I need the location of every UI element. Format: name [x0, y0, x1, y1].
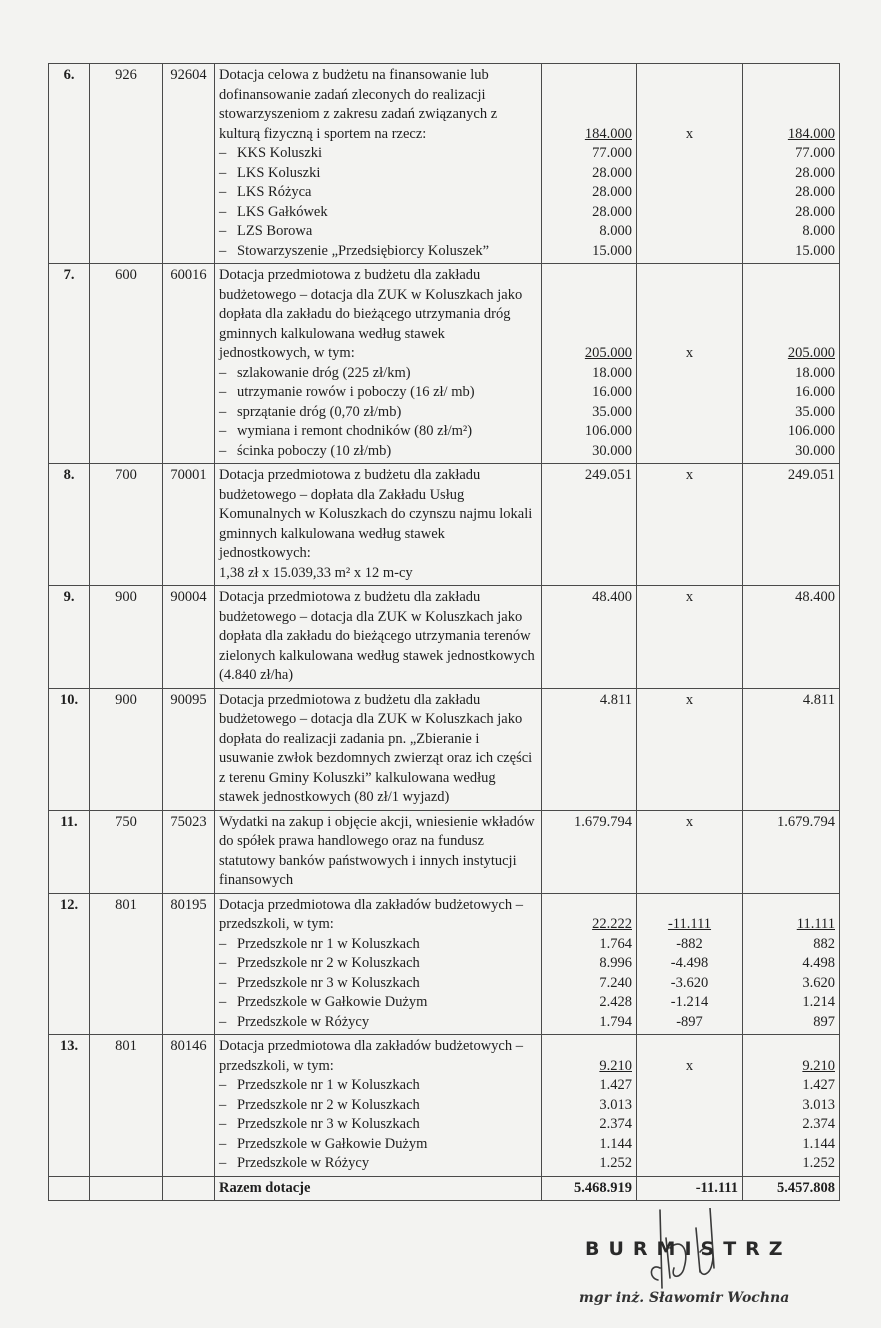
table-row — [49, 688, 840, 810]
chapter-code: 92604 — [163, 64, 215, 264]
description-cell — [215, 1035, 542, 1177]
sub-item-dash: – — [219, 203, 227, 220]
sub-item — [219, 1013, 537, 1033]
description-text: Wydatki na zakup i objęcie akcji, wniesienie wkładów do spółek prawa handlowego oraz na fundusz statutowy banków państwowych i innych instytucji finansowych — [219, 813, 535, 888]
sub-item — [219, 1115, 537, 1135]
sub-item-dash: – — [219, 184, 227, 200]
sub-item-plan: 28.000 — [592, 164, 632, 181]
after-amount-cell — [743, 64, 840, 264]
after-amount: 48.400 — [795, 589, 835, 605]
sub-item-dash: – — [219, 164, 227, 181]
change-amount-cell — [637, 1035, 743, 1177]
plan-amount-cell — [542, 264, 637, 464]
description-cell — [215, 893, 542, 1035]
sub-item — [219, 164, 537, 184]
plan-amount: 48.400 — [592, 589, 632, 605]
change-amount: x — [685, 467, 694, 483]
after-amount: 4.811 — [802, 691, 835, 708]
sub-item-change: -3.620 — [670, 974, 709, 991]
sub-item-dash: – — [219, 994, 227, 1010]
sub-item-after: 28.000 — [795, 203, 835, 220]
row-number: 9. — [49, 586, 90, 689]
sub-item-after: 4.498 — [802, 955, 835, 971]
sub-item-plan: 1.764 — [599, 935, 632, 952]
description-text: Dotacja przedmiotowa z budżetu dla zakładu budżetowego – dotacja dla ZUK w Koluszkach jako dopłata dla zakładu do bieżącego utrzymania terenów zielonych kalkulowana według stawek jednostkowych (4.840 zł/ha) — [219, 589, 535, 683]
sub-item-dash: – — [219, 1135, 227, 1152]
sub-item-after: 77.000 — [795, 145, 835, 161]
sub-item-label: LKS Koluszki — [237, 164, 321, 181]
total-empty-2 — [90, 1176, 163, 1201]
sub-item-plan: 16.000 — [592, 384, 632, 400]
chapter-code: 80146 — [163, 1035, 215, 1177]
sub-item — [219, 242, 537, 262]
chapter-code: 70001 — [163, 464, 215, 586]
change-amount-cell — [637, 810, 743, 893]
after-amount-cell — [743, 264, 840, 464]
sub-item-dash: – — [219, 974, 227, 991]
sub-item — [219, 1135, 537, 1155]
description-cell — [215, 64, 542, 264]
sub-item — [219, 974, 537, 994]
sub-item-after: 3.620 — [802, 974, 835, 991]
mayor-name: mgr inż. Sławomir Wochna — [579, 1290, 790, 1306]
sub-item-dash: – — [219, 955, 227, 971]
change-amount: x — [685, 1057, 694, 1074]
sub-item-plan: 8.996 — [599, 955, 632, 971]
description-cell — [215, 464, 542, 586]
table-row — [49, 1035, 840, 1177]
description-formula: 1,38 zł x 15.039,33 m² x 12 m-cy — [219, 564, 413, 581]
sub-item-label: LKS Różyca — [237, 184, 312, 200]
total-empty-1 — [49, 1176, 90, 1201]
sub-item-label: Stowarzyszenie „Przedsiębiorcy Koluszek” — [237, 242, 490, 259]
sub-item — [219, 183, 537, 203]
sub-item-label: Przedszkole w Różycy — [237, 1013, 370, 1030]
table-row — [49, 464, 840, 586]
sub-item — [219, 222, 537, 242]
row-number: 7. — [49, 264, 90, 464]
after-amount-cell — [743, 586, 840, 689]
sub-item-label: Przedszkole w Gałkowie Dużym — [237, 1135, 428, 1152]
sub-item-plan: 1.427 — [599, 1077, 632, 1093]
sub-item-label: wymiana i remont chodników (80 zł/m²) — [237, 423, 473, 439]
section-code: 801 — [90, 1035, 163, 1177]
after-amount: 249.051 — [787, 467, 835, 483]
sub-item-label: Przedszkole w Różycy — [237, 1155, 370, 1171]
total-empty-3 — [163, 1176, 215, 1201]
description-text: Dotacja celowa z budżetu na finansowanie lub dofinansowanie zadań zleconych do realizacji stowarzyszeniom z zakresu zadań związanych z kulturą fizyczną i sportem na rzecz: — [219, 67, 498, 142]
plan-amount: 205.000 — [584, 345, 632, 361]
table-row — [49, 810, 840, 893]
total-plan: 5.468.919 — [542, 1176, 637, 1201]
sub-item-after: 882 — [813, 935, 835, 952]
sub-item-label: Przedszkole nr 3 w Koluszkach — [237, 974, 420, 991]
sub-item-dash: – — [219, 935, 227, 952]
sub-item — [219, 954, 537, 974]
sub-item-dash: – — [219, 364, 227, 381]
chapter-code: 90095 — [163, 688, 215, 810]
sub-item — [219, 364, 537, 384]
section-code: 600 — [90, 264, 163, 464]
description-text: Dotacja przedmiotowa dla zakładów budżetowych – przedszkoli, w tym: — [219, 1038, 523, 1074]
sub-item-label: utrzymanie rowów i poboczy (16 zł/ mb) — [237, 384, 475, 400]
sub-item — [219, 442, 537, 462]
after-amount-cell — [743, 810, 840, 893]
sub-item-after: 35.000 — [795, 403, 835, 420]
change-amount-cell — [637, 893, 743, 1035]
sub-item-plan: 1.794 — [599, 1013, 632, 1030]
sub-item-dash: – — [219, 442, 227, 459]
sub-item-dash: – — [219, 1116, 227, 1132]
change-amount: x — [685, 813, 694, 830]
row-number: 12. — [49, 893, 90, 1035]
sub-item-dash: – — [219, 1077, 227, 1093]
chapter-code: 75023 — [163, 810, 215, 893]
sub-item-after: 3.013 — [802, 1096, 835, 1113]
description-text: Dotacja przedmiotowa z budżetu dla zakładu budżetowego – dopłata dla Zakładu Usług Komunalnych w Koluszkach do czynszu najmu lokali gminnych kalkulowana według stawek jednostkowych: — [219, 467, 533, 561]
row-number: 6. — [49, 64, 90, 264]
plan-amount-cell — [542, 810, 637, 893]
section-code: 900 — [90, 688, 163, 810]
sub-item — [219, 203, 537, 223]
description-cell — [215, 586, 542, 689]
sub-item-plan: 35.000 — [592, 403, 632, 420]
chapter-code: 90004 — [163, 586, 215, 689]
table-body — [49, 64, 840, 1201]
sub-item-label: ścinka poboczy (10 zł/mb) — [237, 442, 392, 459]
sub-item-plan: 106.000 — [584, 423, 632, 439]
sub-item-plan: 28.000 — [592, 184, 632, 200]
plan-amount: 4.811 — [599, 691, 632, 708]
plan-amount-cell — [542, 893, 637, 1035]
change-amount: x — [685, 345, 694, 361]
change-amount-cell — [637, 586, 743, 689]
after-amount-cell — [743, 464, 840, 586]
chapter-code: 80195 — [163, 893, 215, 1035]
sub-item — [219, 935, 537, 955]
sub-item-dash: – — [219, 403, 227, 420]
sub-item-label: Przedszkole nr 1 w Koluszkach — [237, 1077, 420, 1093]
plan-amount-cell — [542, 464, 637, 586]
sub-item-after: 30.000 — [795, 442, 835, 459]
plan-amount-cell — [542, 586, 637, 689]
sub-item-plan: 2.428 — [599, 994, 632, 1010]
sub-item-dash: – — [219, 145, 227, 161]
sub-item-dash: – — [219, 384, 227, 400]
section-code: 700 — [90, 464, 163, 586]
section-code: 926 — [90, 64, 163, 264]
sub-item-label: Przedszkole nr 1 w Koluszkach — [237, 935, 420, 952]
change-amount: x — [685, 125, 694, 142]
description-cell — [215, 688, 542, 810]
sub-item — [219, 383, 537, 403]
sub-item — [219, 1096, 537, 1116]
sub-item-plan: 3.013 — [599, 1096, 632, 1113]
section-code: 801 — [90, 893, 163, 1035]
plan-amount: 9.210 — [599, 1057, 632, 1074]
sub-item-after: 2.374 — [802, 1116, 835, 1132]
after-amount: 184.000 — [787, 125, 835, 142]
description-text: Dotacja przedmiotowa dla zakładów budżetowych – przedszkoli, w tym: — [219, 896, 523, 932]
sub-item-dash: – — [219, 423, 227, 439]
sub-item-plan: 28.000 — [592, 203, 632, 220]
table-row — [49, 264, 840, 464]
sub-item-label: sprzątanie dróg (0,70 zł/mb) — [237, 403, 402, 420]
plan-amount: 1.679.794 — [574, 813, 632, 830]
sub-item-dash: – — [219, 242, 227, 259]
total-after: 5.457.808 — [743, 1176, 840, 1201]
after-amount: 1.679.794 — [777, 813, 835, 830]
sub-item-after: 1.252 — [802, 1155, 835, 1171]
change-amount: x — [685, 589, 694, 605]
row-number: 10. — [49, 688, 90, 810]
sub-item-dash: – — [219, 1155, 227, 1171]
plan-amount-cell — [542, 64, 637, 264]
sub-item — [219, 422, 537, 442]
sub-item-plan: 18.000 — [592, 364, 632, 381]
sub-item-dash: – — [219, 223, 227, 239]
sub-item-label: Przedszkole w Gałkowie Dużym — [237, 994, 428, 1010]
description-text: Dotacja przedmiotowa z budżetu dla zakładu budżetowego – dotacja dla ZUK w Koluszkach jako dopłata dla zakładu do bieżącego utrzymania dróg gminnych kalkulowana według stawek jednostkowych, w tym: — [219, 267, 523, 361]
row-number: 11. — [49, 810, 90, 893]
sub-item-plan: 30.000 — [592, 442, 632, 459]
sub-item-change: -4.498 — [670, 955, 709, 971]
sub-item-after: 1.214 — [802, 994, 835, 1010]
plan-amount-cell — [542, 688, 637, 810]
sub-item-plan: 1.144 — [599, 1135, 632, 1152]
mayor-title: BURMISTRZ — [585, 1238, 792, 1260]
subsidy-table — [48, 63, 840, 1201]
chapter-code: 60016 — [163, 264, 215, 464]
sub-item-label: Przedszkole nr 3 w Koluszkach — [237, 1116, 420, 1132]
sub-item-after: 18.000 — [795, 364, 835, 381]
sub-item-plan: 15.000 — [592, 242, 632, 259]
section-code: 750 — [90, 810, 163, 893]
plan-amount-cell — [542, 1035, 637, 1177]
after-amount-cell — [743, 893, 840, 1035]
sub-item — [219, 1076, 537, 1096]
plan-amount: 22.222 — [592, 916, 632, 932]
table-row — [49, 586, 840, 689]
change-amount-cell — [637, 64, 743, 264]
row-number: 8. — [49, 464, 90, 586]
after-amount-cell — [743, 688, 840, 810]
sub-item — [219, 993, 537, 1013]
sub-item-after: 8.000 — [802, 223, 835, 239]
sub-item-dash: – — [219, 1013, 227, 1030]
total-label: Razem dotacje — [215, 1176, 542, 1201]
sub-item-label: LZS Borowa — [237, 223, 313, 239]
section-code: 900 — [90, 586, 163, 689]
sub-item-plan: 7.240 — [599, 974, 632, 991]
description-cell — [215, 264, 542, 464]
description-text: Dotacja przedmiotowa z budżetu dla zakładu budżetowego – dotacja dla ZUK w Koluszkach jako dopłata do realizacji zadania pn. „Zbieranie i usuwanie zwłok bezdomnych zwierząt oraz ich części z terenu Gminy Koluszki” kalkulowana według stawek jednostkowych (80 zł/1 wyjazd) — [219, 691, 533, 805]
sub-item-after: 1.144 — [802, 1135, 835, 1152]
change-amount-cell — [637, 688, 743, 810]
sub-item — [219, 403, 537, 423]
sub-item — [219, 144, 537, 164]
sub-item-after: 16.000 — [795, 384, 835, 400]
sub-item-change: -882 — [676, 935, 703, 952]
sub-item-plan: 77.000 — [592, 145, 632, 161]
sub-item-change: -1.214 — [670, 994, 709, 1010]
after-amount: 11.111 — [796, 916, 835, 932]
sub-item-after: 1.427 — [802, 1077, 835, 1093]
change-amount-cell — [637, 464, 743, 586]
table-row — [49, 64, 840, 264]
sub-item-label: Przedszkole nr 2 w Koluszkach — [237, 1096, 420, 1113]
sub-item — [219, 1154, 537, 1174]
sub-item-change: -897 — [676, 1013, 703, 1030]
description-cell — [215, 810, 542, 893]
sub-item-plan: 2.374 — [599, 1116, 632, 1132]
signature-block — [579, 1238, 792, 1306]
change-amount-cell — [637, 264, 743, 464]
table-row — [49, 893, 840, 1035]
plan-amount: 249.051 — [584, 467, 632, 483]
sub-item-after: 897 — [813, 1013, 835, 1030]
sub-item-dash: – — [219, 1096, 227, 1113]
total-row — [49, 1176, 840, 1201]
change-amount: -11.111 — [667, 916, 712, 932]
row-number: 13. — [49, 1035, 90, 1177]
sub-item-plan: 8.000 — [599, 223, 632, 239]
plan-amount: 184.000 — [584, 125, 632, 142]
after-amount-cell — [743, 1035, 840, 1177]
sub-item-label: KKS Koluszki — [237, 145, 322, 161]
after-amount: 9.210 — [802, 1057, 835, 1074]
after-amount: 205.000 — [787, 345, 835, 361]
sub-item-after: 15.000 — [795, 242, 835, 259]
change-amount: x — [685, 691, 694, 708]
sub-item-label: LKS Gałkówek — [237, 203, 328, 220]
sub-item-after: 28.000 — [795, 164, 835, 181]
sub-item-label: szlakowanie dróg (225 zł/km) — [237, 364, 411, 381]
sub-item-after: 28.000 — [795, 184, 835, 200]
sub-item-label: Przedszkole nr 2 w Koluszkach — [237, 955, 420, 971]
sub-item-after: 106.000 — [787, 423, 835, 439]
total-change: -11.111 — [637, 1176, 743, 1201]
sub-item-plan: 1.252 — [599, 1155, 632, 1171]
